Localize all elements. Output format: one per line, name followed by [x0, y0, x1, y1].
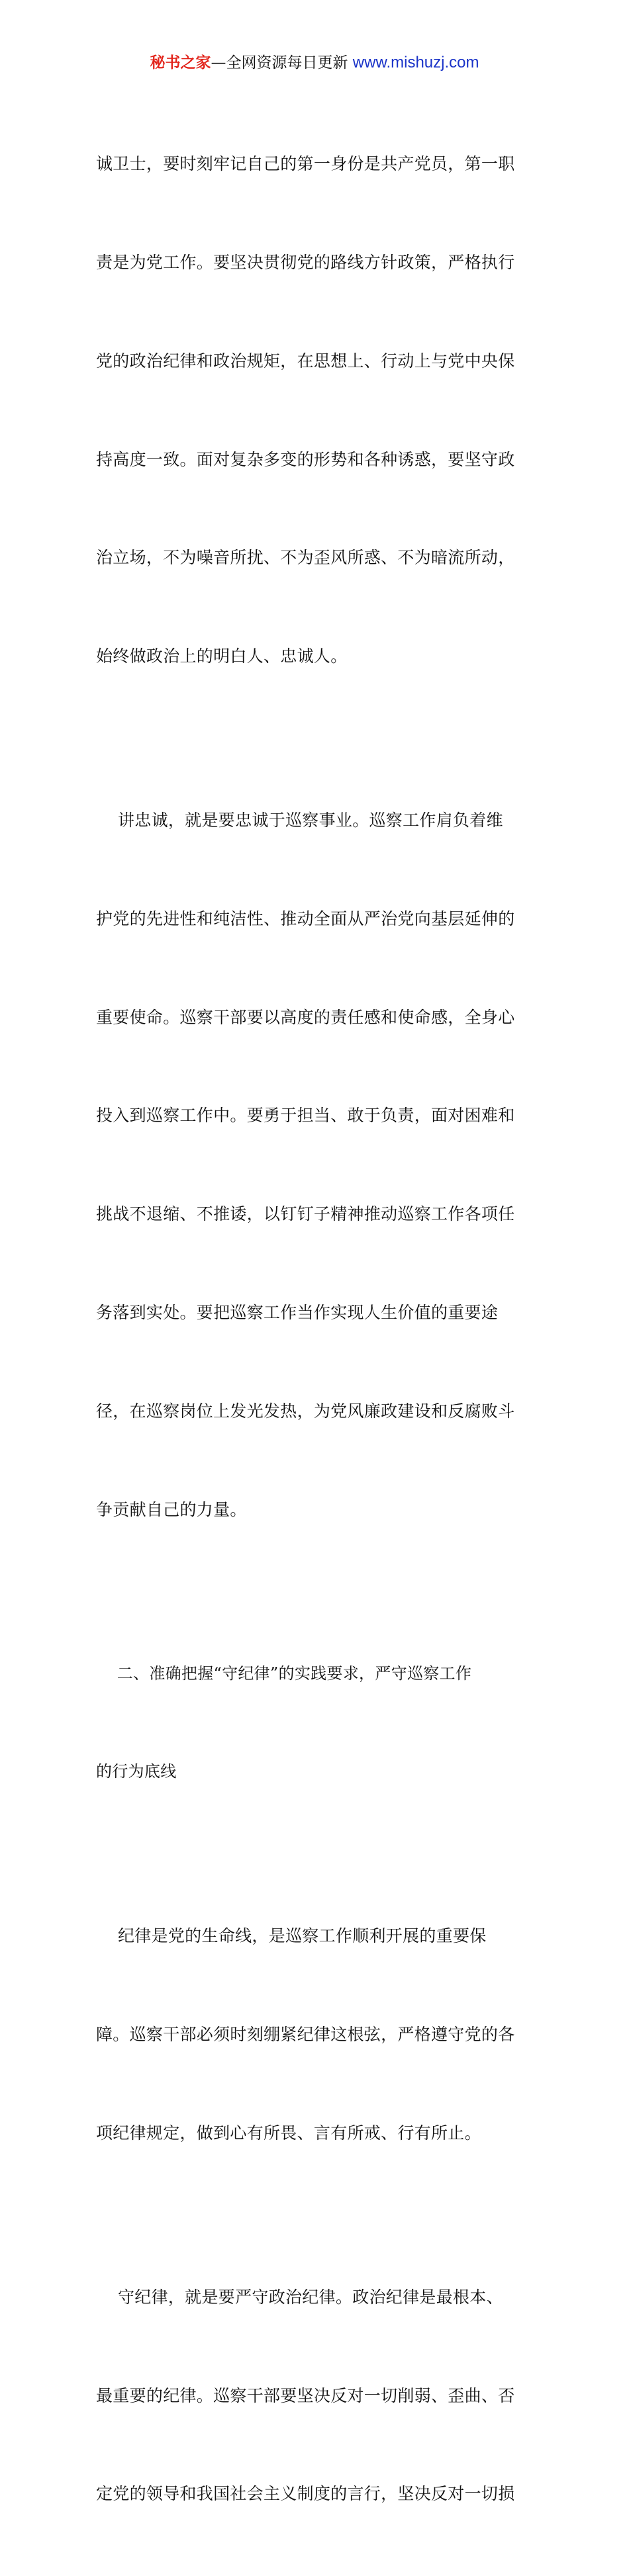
text-line: 党的政治纪律和政治规矩，在思想上、行动上与党中央保: [96, 351, 515, 371]
document-body: [96, 82, 536, 2576]
site-url: www.mishuzj.com: [352, 54, 479, 71]
text-line: 项纪律规定，做到心有所畏、言有所戒、行有所止。: [96, 2123, 481, 2143]
text-line: 始终做政治上的明白人、忠诚人。: [96, 646, 348, 666]
text-line: 重要使命。巡察干部要以高度的责任感和使命感，全身心: [96, 1007, 515, 1027]
paragraph-3: [96, 1854, 536, 2215]
section-heading: [96, 1591, 536, 1854]
text-line: 径，在巡察岗位上发光发热，为党风廉政建设和反腐败斗: [96, 1401, 515, 1421]
text-line: 讲忠诚，就是要忠诚于巡察事业。巡察工作肩负着维: [96, 811, 503, 830]
text-line: 投入到巡察工作中。要勇于担当、敢于负责，面对困难和: [96, 1106, 515, 1126]
heading-line: 二、准确把握“守纪律”的实践要求，严守巡察工作: [96, 1664, 472, 1683]
brand-name: 秘书之家: [150, 54, 211, 71]
paragraph-4: [96, 2215, 536, 2576]
text-line: 护党的先进性和纯洁性、推动全面从严治党向基层延伸的: [96, 909, 515, 928]
page-header: [0, 52, 629, 74]
header-tagline: —全网资源每日更新: [211, 54, 348, 71]
text-line: 务落到实处。要把巡察工作当作实现人生价值的重要途: [96, 1302, 499, 1322]
heading-line: 的行为底线: [96, 1762, 177, 1781]
text-line: 挑战不退缩、不推诿，以钉钉子精神推动巡察工作各项任: [96, 1204, 515, 1224]
paragraph-2: [96, 738, 536, 1591]
text-line: 守纪律，就是要严守政治纪律。政治纪律是最根本、: [96, 2287, 503, 2307]
text-line: 争贡献自己的力量。: [96, 1499, 247, 1519]
text-line: 诚卫士，要时刻牢记自己的第一身份是共产党员，第一职: [96, 154, 515, 174]
text-line: 最重要的纪律。巡察干部要坚决反对一切削弱、歪曲、否: [96, 2385, 515, 2405]
text-line: 纪律是党的生命线，是巡察工作顺利开展的重要保: [96, 1926, 487, 1946]
paragraph-1: [96, 82, 536, 738]
text-line: 责是为党工作。要坚决贯彻党的路线方针政策，严格执行: [96, 252, 515, 272]
text-line: 定党的领导和我国社会主义制度的言行，坚决反对一切损: [96, 2484, 515, 2504]
text-line: 持高度一致。面对复杂多变的形势和各种诱惑，要坚守政: [96, 449, 515, 469]
text-line: 治立场，不为噪音所扰、不为歪风所惑、不为暗流所动，: [96, 548, 515, 568]
text-line: 障。巡察干部必须时刻绷紧纪律这根弦，严格遵守党的各: [96, 2025, 515, 2045]
